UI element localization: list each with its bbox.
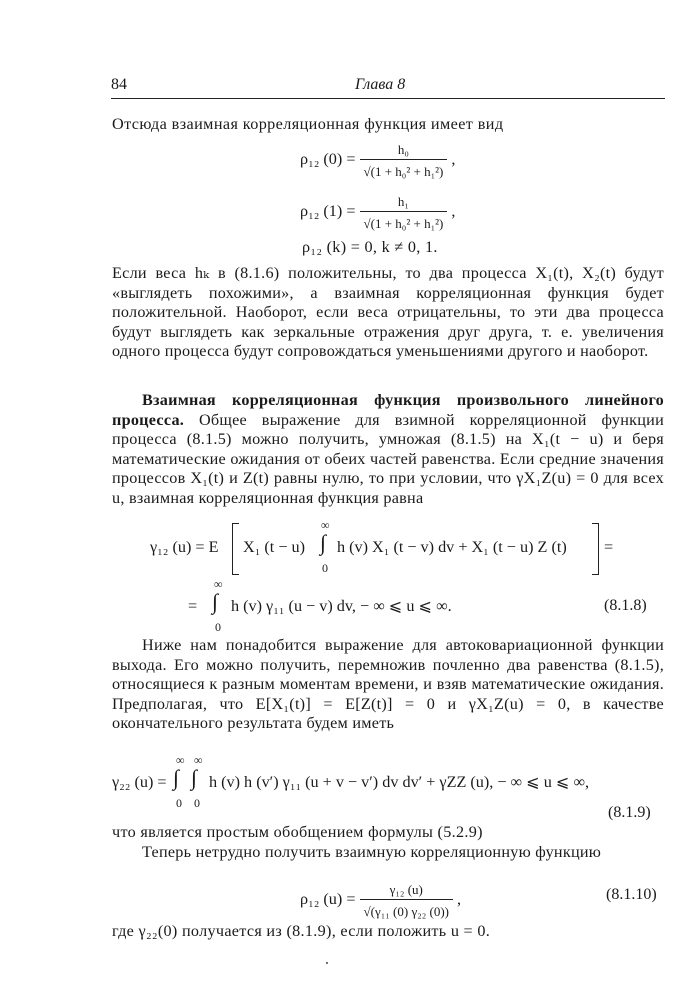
paragraph-weights: Если веса hₖ в (8.1.6) положительны, то два процесса X₁(t), X₂(t) будут «выглядеть похожими», а взаимная корреляционная функция будет положительной. Наоборот, если веса отрицательны, то эти два процесса будут выглядеть как зеркальные отражения друг друга, т. е. увеличения одного процесса будут сопровождаться уменьшениями другого и наоборот. <box>112 264 664 360</box>
integral-sign: ∫ <box>173 765 180 790</box>
integral-sign: ∫ <box>320 530 327 555</box>
integral-lower-limit: 0 <box>176 796 182 810</box>
equation-rho12-0 <box>300 140 455 181</box>
equation-lhs: γ₂₂ (u) = <box>112 773 167 791</box>
fraction-denominator: √(γ₁₁ (0) γ₂₂ (0)) <box>363 904 449 919</box>
paragraph-cross-correlation-result: Теперь нетрудно получить взаимную корреляционную функцию <box>142 843 602 861</box>
paragraph-generalization: что является простым обобщением формулы (5.2.9) <box>112 823 483 841</box>
integral-lower-limit: 0 <box>194 796 200 810</box>
intro-line: Отсюда взаимная корреляционная функция имеет вид <box>112 115 504 133</box>
paragraph-cross-correlation <box>112 391 664 508</box>
equation-tail: , <box>457 890 462 909</box>
section-heading: Взаимная корреляционная функция произвольного линейного процесса. <box>112 391 664 429</box>
fraction-numerator: h₁ <box>360 192 448 212</box>
paragraph-closing: где γ₂₂(0) получается из (8.1.9), если положить u = 0. <box>112 922 491 940</box>
integral-sign: ∫ <box>191 765 198 790</box>
paragraph-body: Общее выражение для взимной корреляционной функции процесса (8.1.5) можно получить, умножая (8.1.5) на X₁(t − u) и беря математические ожидания от обеих частей равенства. Если средние значения процессов X₁(t) и Z(t) равны нулю, то при условии, что γX₁Z(u) = 0 для всех u, взаимная корреляционная функция равна <box>112 410 664 507</box>
integral-lower-limit: 0 <box>215 620 221 634</box>
equation-lhs: = <box>188 597 198 615</box>
equation-term: h (v) h (v′) γ₁₁ (u + v − v′) dv dv′ + γZZ (u), − ∞ ⩽ u ⩽ ∞, <box>209 773 590 791</box>
equation-lhs: ρ₁₂ (0) = <box>300 150 356 169</box>
equation-number: (8.1.10) <box>606 886 657 903</box>
fraction-numerator: h₀ <box>360 140 448 160</box>
fraction-numerator: γ₁₂ (u) <box>360 880 453 900</box>
equation-rhs: = <box>604 538 614 556</box>
equation-rho12-k: ρ₁₂ (k) = 0, k ≠ 0, 1. <box>302 238 438 256</box>
equation-number: (8.1.9) <box>608 804 651 821</box>
integral-upper-limit: ∞ <box>176 753 185 767</box>
equation-8-1-10 <box>300 880 461 921</box>
running-header: Глава 8 <box>355 76 406 93</box>
page-number: 84 <box>111 76 127 93</box>
fraction <box>360 880 453 921</box>
page-mark <box>326 962 328 964</box>
integral-upper-limit: ∞ <box>214 577 223 591</box>
integral-upper-limit: ∞ <box>321 518 330 532</box>
equation-term: X₁ (t − u) <box>243 538 305 556</box>
equation-number: (8.1.8) <box>604 597 647 614</box>
fraction <box>360 140 448 181</box>
integral-sign: ∫ <box>212 589 219 614</box>
fraction <box>360 192 448 233</box>
right-bracket <box>592 523 599 575</box>
paragraph-autocovariance: Ниже нам понадобится выражение для автоковариационной функции выхода. Его можно получить, перемножив почленно два равенства (8.1.5), относящиеся к разным моментам времени, и взяв математические ожидания. Предполагая, что E[X₁(t)] = E[Z(t)] = 0 и γX₁Z(u) = 0, в качестве окончательного результата будем иметь <box>112 636 664 732</box>
header-rule <box>111 98 665 99</box>
equation-lhs: γ₁₂ (u) = E <box>150 538 219 556</box>
equation-lhs: ρ₁₂ (u) = <box>300 890 356 909</box>
equation-term: h (v) γ₁₁ (u − v) dv, − ∞ ⩽ u ⩽ ∞. <box>231 597 452 615</box>
equation-term: h (v) X₁ (t − v) dv + X₁ (t − u) Z (t) <box>337 538 567 556</box>
equation-rho12-1 <box>300 192 455 233</box>
fraction-denominator: √(1 + h₀² + h₁²) <box>363 216 444 231</box>
integral-upper-limit: ∞ <box>194 753 203 767</box>
fraction-denominator: √(1 + h₀² + h₁²) <box>363 164 444 179</box>
left-bracket <box>232 523 239 575</box>
equation-tail: , <box>451 150 456 169</box>
equation-lhs: ρ₁₂ (1) = <box>300 202 356 221</box>
equation-tail: , <box>451 202 456 221</box>
integral-lower-limit: 0 <box>322 561 328 575</box>
